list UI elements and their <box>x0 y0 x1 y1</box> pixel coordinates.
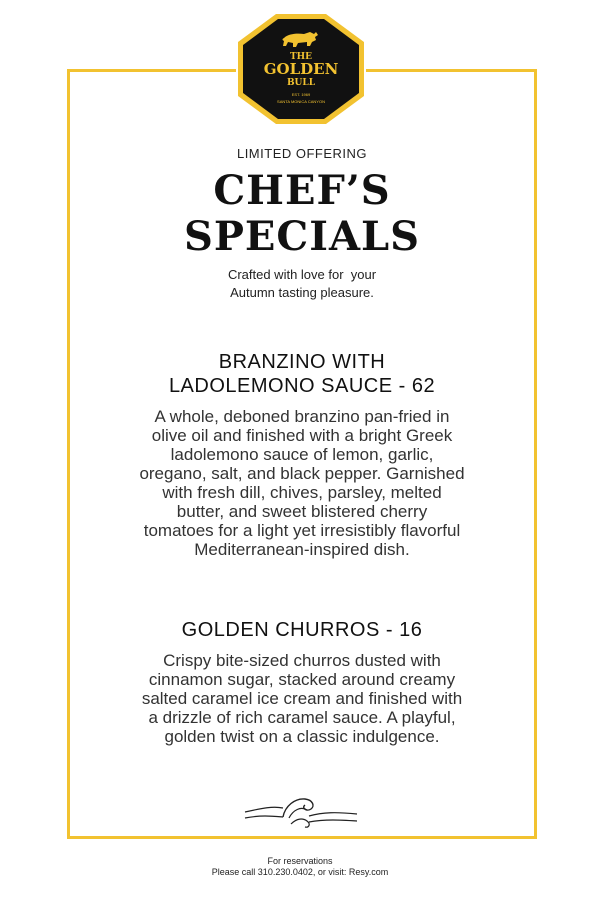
desc-line: ladolemono sauce of lemon, garlic, <box>170 445 434 464</box>
menu-item-description <box>96 651 508 746</box>
svg-text:GOLDEN: GOLDEN <box>263 60 339 78</box>
item-name-line: GOLDEN CHURROS - 16 <box>181 619 423 641</box>
menu-item-name <box>90 618 514 642</box>
menu-item-description <box>96 407 508 559</box>
tagline-line-1: Crafted with love for your <box>227 267 377 282</box>
svg-text:THE: THE <box>289 52 313 62</box>
title-line-1: CHEF’S <box>213 167 391 214</box>
svg-text:EST. 1969: EST. 1969 <box>291 92 311 97</box>
desc-line: a drizzle of rich caramel sauce. A playful, <box>148 708 456 727</box>
desc-line: with fresh dill, chives, parsley, melted <box>162 483 442 502</box>
desc-line: cinnamon sugar, stacked around creamy <box>148 670 456 689</box>
tagline <box>90 266 514 302</box>
desc-line: salted caramel ice cream and finished with <box>141 689 463 708</box>
desc-line: golden twist on a classic indulgence. <box>164 727 440 746</box>
item-name-line: BRANZINO WITH <box>218 351 386 373</box>
menu-item-name <box>90 350 514 398</box>
desc-line: Crispy bite-sized churros dusted with <box>163 651 441 670</box>
logo-badge-icon <box>236 12 366 126</box>
golden-bull-logo <box>236 12 366 126</box>
desc-line: Mediterranean-inspired dish. <box>194 540 410 559</box>
desc-line: A whole, deboned branzino pan-fried in <box>154 407 450 426</box>
svg-text:SANTA MONICA CANYON: SANTA MONICA CANYON <box>277 99 325 104</box>
desc-line: olive oil and finished with a bright Greek <box>151 426 453 445</box>
item-name-line: LADOLEMONO SAUCE - 62 <box>168 375 436 397</box>
page-title <box>90 168 514 260</box>
desc-line: oregano, salt, and black pepper. Garnished <box>139 464 465 483</box>
tagline-line-2: Autumn tasting pleasure. <box>230 285 374 300</box>
limited-offering-label: LIMITED OFFERING <box>236 146 368 161</box>
wave-icon <box>243 790 359 834</box>
title-line-2: SPECIALS <box>183 213 421 260</box>
desc-line: tomatoes for a light yet irresistibly flavorful <box>143 521 461 540</box>
footer-line-2: Please call 310.230.0402, or visit: Resy.com <box>211 867 389 877</box>
desc-line: butter, and sweet blistered cherry <box>176 502 428 521</box>
footer-line-1: For reservations <box>267 856 333 866</box>
reservation-footer <box>0 856 600 878</box>
svg-text:BULL: BULL <box>286 78 316 88</box>
